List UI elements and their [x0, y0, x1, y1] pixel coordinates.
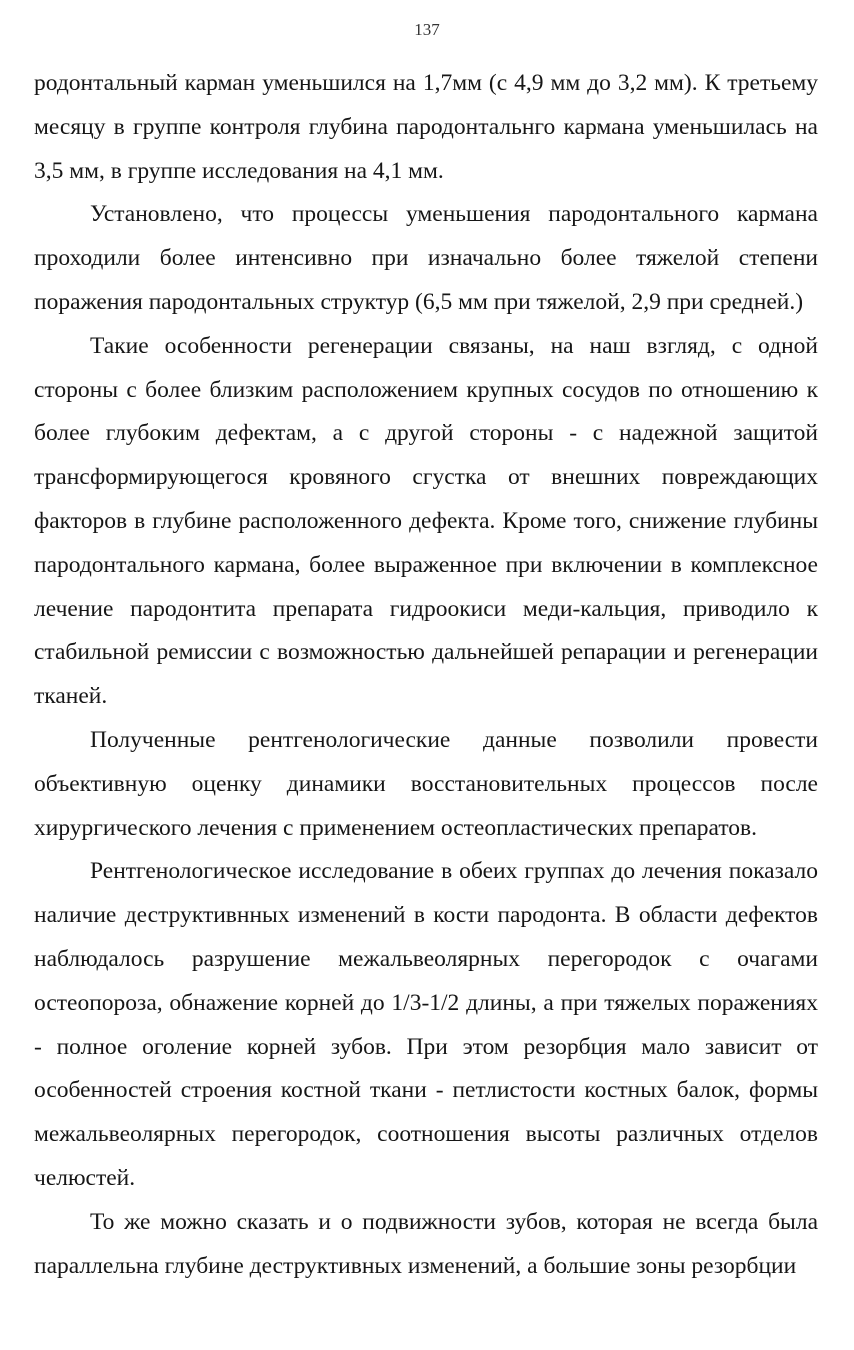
paragraph-3: Такие особенности регенерации связаны, на наш взгляд, с одной стороны с более близким расположением крупных сосудов по отношению к более глубоким дефектам, а с другой стороны - с надежной защитой трансформирующегося кровяного сгустка от внешних повреждающих факторов в глубине расположенного дефекта. Кроме того, снижение глубины пародонтального кармана, более выраженное при включении в комплексное лечение пародонтита препарата гидроокиси меди-кальция, приводило к стабильной ремиссии с возможностью дальнейшей репарации и регенерации тканей.	[34, 332, 818, 710]
paragraph-1: родонтальный карман уменьшился на 1,7мм (с 4,9 мм до 3,2 мм). К третьему месяцу в группе контроля глубина пародонтальнго кармана уменьшилась на 3,5 мм, в группе исследования на 4,1 мм.	[34, 70, 818, 184]
body-text	[34, 62, 818, 1288]
page-number: 137	[414, 20, 440, 39]
paragraph-5: Рентгенологическое исследование в обеих группах до лечения показало наличие деструктивнных изменений в кости пародонта. В области дефектов наблюдалось разрушение межальвеолярных перегородок с очагами остеопороза, обнажение корней до 1/3-1/2 длины, а при тяжелых поражениях - полное оголение корней зубов. При этом резорбция мало зависит от особенностей строения костной ткани - петлистости костных балок, формы межальвеолярных перегородок, соотношения высоты различных отделов челюстей.	[34, 858, 818, 1191]
paragraph-2: Установлено, что процессы уменьшения пародонтального кармана проходили более интенсивно при изначально более тяжелой степени поражения пародонтальных структур (6,5 мм при тяжелой, 2,9 при средней.)	[34, 201, 818, 315]
paragraph-4: Полученные рентгенологические данные позволили провести объективную оценку динамики восстановительных процессов после хирургического лечения с применением остеопластических препаратов.	[34, 726, 818, 841]
paragraph-6: То же можно сказать и о подвижности зубов, которая не всегда была параллельна глубине деструктивных изменений, а большие зоны резорбции	[34, 1208, 818, 1279]
